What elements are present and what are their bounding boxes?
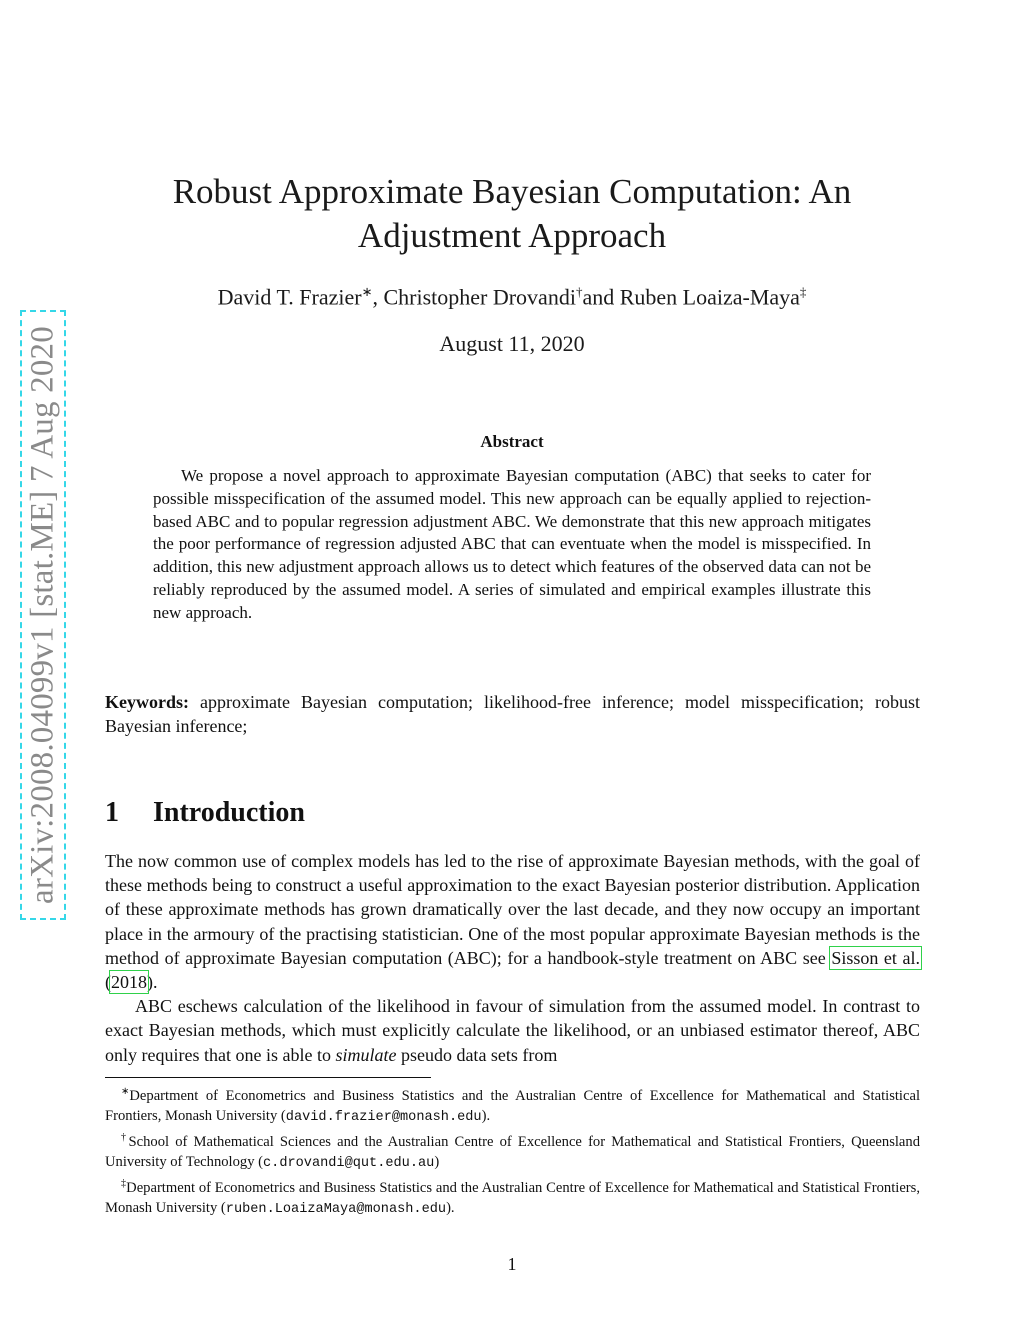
footnote-rule (105, 1077, 431, 1078)
footnote-mark: † (121, 1131, 129, 1143)
footnote-text: ). (481, 1107, 491, 1124)
email-link[interactable]: david.frazier@monash.edu (285, 1109, 482, 1125)
footnotes (105, 1082, 920, 1220)
footnote-text: School of Mathematical Sciences and the Australian Centre of Excellence for Mathematical and Statistical Frontiers, Queensland University of Technology ( (105, 1133, 921, 1170)
emphasis: simulate (335, 1044, 397, 1065)
paragraph (105, 849, 920, 994)
footnote-text: Department of Econometrics and Business Statistics and the Australian Centre of Excellence for Mathematical and Statistical Frontiers, Monash University ( (105, 1087, 920, 1124)
paragraph-text: ). (147, 972, 158, 993)
arxiv-stamp[interactable] (22, 312, 64, 918)
citation-link-year[interactable]: 2018 (111, 972, 147, 993)
footnote-mark-1[interactable]: ∗ (361, 284, 373, 299)
keywords-label: Keywords: (105, 692, 189, 712)
paragraph (105, 994, 920, 1067)
footnote (105, 1174, 920, 1220)
footnote-mark: ‡ (121, 1177, 127, 1189)
section-heading (105, 797, 305, 829)
footnote-text: ) (434, 1153, 440, 1170)
author-line (120, 284, 904, 310)
paper-date: August 11, 2020 (439, 331, 585, 356)
footnote-mark-3[interactable]: ‡ (799, 284, 807, 299)
author-loaiza-maya: Ruben Loaiza-Maya (619, 284, 800, 310)
author-separator: and (582, 284, 620, 310)
page-number: 1 (507, 1254, 517, 1274)
footnote-text: Department of Econometrics and Business Statistics and the Australian Centre of Excellence for Mathematical and Statistical Frontiers, Monash University ( (105, 1179, 920, 1216)
footnote-text: ). (446, 1199, 455, 1216)
paragraph-text: The now common use of complex models has led to the rise of approximate Bayesian methods, with the goal of these methods being to construct a useful approximation to the exact Bayesian posterior distribution. Application of these approximate methods has grown dramatically over the last decade, and they now occupy an important place in the armoury of the practising statistician. One of the most popular approximate Bayesian methods is the method of approximate Bayesian computation (ABC); for a handbook-style treatment on ABC see (105, 851, 920, 968)
introduction-body (105, 849, 920, 1067)
abstract-heading: Abstract (480, 432, 544, 451)
author-drovandi: Christopher Drovandi (383, 284, 576, 310)
footnote (105, 1082, 920, 1128)
paragraph-text: ( (105, 972, 111, 993)
abstract-text: We propose a novel approach to approximate Bayesian computation (ABC) that seeks to cater for possible misspecification of the assumed model. This new approach can be equally applied to rejection-based ABC and to popular regression adjustment ABC. We demonstrate that this new approach mitigates the poor performance of regression adjusted ABC that can eventuate when the model is misspecified. In addition, this new adjustment approach allows us to detect which features of the observed data can not be reliably reproduced by the assumed model. A series of simulated and empirical examples illustrate this new approach. (153, 466, 871, 622)
paper-title: Robust Approximate Bayesian Computation: An Adjustment Approach (172, 172, 852, 255)
section-number: 1 (105, 797, 119, 828)
footnote-mark: ∗ (121, 1086, 130, 1097)
email-link[interactable]: ruben.LoaizaMaya@monash.edu (225, 1201, 447, 1217)
paragraph-text: pseudo data sets from (396, 1044, 558, 1065)
footnote (105, 1128, 920, 1174)
section-title: Introduction (153, 797, 305, 828)
arxiv-stamp-text: arXiv:2008.04099v1 [stat.ME] 7 Aug 2020 (24, 326, 61, 904)
keywords-text: approximate Bayesian computation; likelihood-free inference; model misspecification; robust Bayesian inference; (105, 692, 920, 736)
email-link[interactable]: c.drovandi@qut.edu.au (263, 1155, 435, 1171)
author-frazier: David T. Frazier (217, 284, 362, 310)
paragraph-text: ABC eschews calculation of the likelihood in favour of simulation from the assumed model. In contrast to exact Bayesian methods, which must explicitly calculate the likelihood, or an unbiased estimator thereof, ABC only requires that one is able to (105, 996, 920, 1065)
citation-link-authors[interactable]: Sisson et al. (831, 947, 920, 968)
author-separator: , (372, 284, 384, 310)
keywords (105, 690, 920, 738)
footnote-mark-2[interactable]: † (575, 284, 583, 299)
